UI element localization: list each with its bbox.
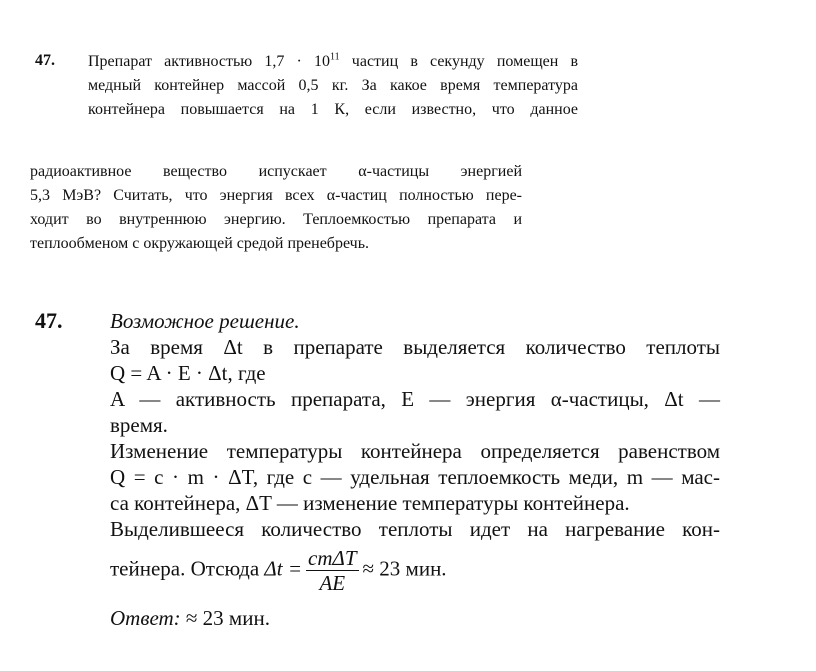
- solution-line-8: Выделившееся количество теплоты идет на нагревание кон-: [110, 517, 720, 541]
- solution-line-9: тейнера. Отсюда Δt = $\frac{\text{cmΔT}}{AE}$ ≈ 23 мин.: [110, 546, 447, 595]
- problem-line-4: радиоактивное вещество испускает α-частицы энергией: [30, 163, 522, 180]
- problem-line-6: ходит во внутреннюю энергию. Теплоемкостью препарата и: [30, 211, 522, 228]
- problem-continuation: [30, 160, 522, 256]
- fraction-numerator: cmΔT: [308, 546, 357, 570]
- solution-line-1: За время Δt в препарате выделяется количество теплоты: [110, 335, 720, 359]
- answer-label: Ответ:: [110, 606, 181, 630]
- solution-line-5: Изменение температуры контейнера определяется равенством: [110, 439, 720, 463]
- problem-number: 47.: [35, 52, 55, 69]
- fraction-denominator: AE: [319, 571, 346, 595]
- formula-lhs: Δt =: [264, 556, 303, 581]
- solution-heading: Возможное решение.: [110, 309, 300, 333]
- solution-text: [110, 308, 720, 631]
- answer-line: [110, 605, 720, 631]
- problem-line-5: 5,3 МэВ? Считать, что энергия всех α-частиц полностью пере-: [30, 187, 522, 204]
- problem-line-2: медный контейнер массой 0,5 кг. За какое время температура: [88, 77, 578, 94]
- solution-line-4: время.: [110, 413, 168, 437]
- solution-line-2: Q = A · E · Δt, где: [110, 361, 266, 385]
- solution-line-3: A — активность препарата, E — энергия α-частицы, Δt —: [110, 387, 720, 411]
- solution-line-6: Q = c · m · ΔT, где c — удельная теплоемкость меди, m — мас-: [110, 465, 720, 489]
- problem-line-7: теплообменом с окружающей средой пренебречь.: [30, 235, 369, 252]
- fraction: [306, 546, 359, 595]
- solution-line-7: са контейнера, ΔT — изменение температуры контейнера.: [110, 491, 630, 515]
- problem-line-3: контейнера повышается на 1 К, если известно, что данное: [88, 101, 578, 118]
- problem-text: [88, 50, 578, 122]
- answer-value: ≈ 23 мин.: [185, 606, 270, 630]
- problem-line-1: Препарат активностью $1,7 \cdot 10^{11}$ частиц в секунду помещен в: [88, 51, 579, 70]
- solution-number: 47.: [35, 308, 63, 333]
